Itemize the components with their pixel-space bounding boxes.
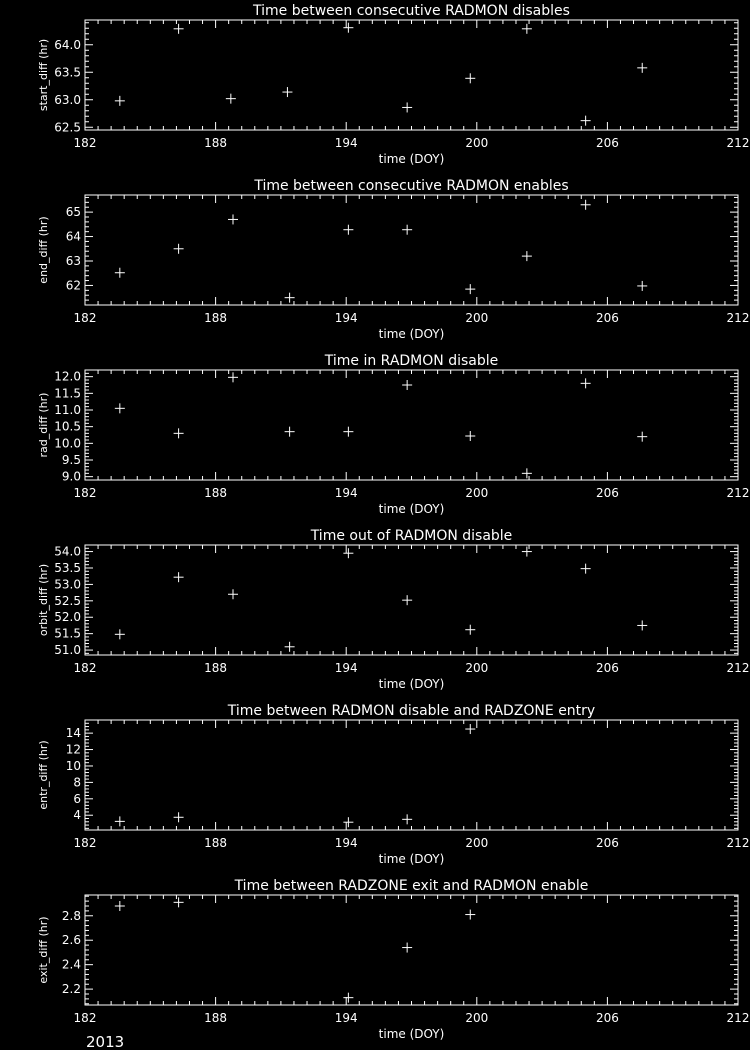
plot-frame xyxy=(85,195,738,305)
data-point xyxy=(581,200,591,210)
data-point xyxy=(343,23,353,33)
data-point xyxy=(115,403,125,413)
chart-title: Time between RADZONE exit and RADMON enable xyxy=(234,878,589,894)
data-point xyxy=(402,943,412,953)
data-point xyxy=(115,816,125,826)
x-tick-label: 206 xyxy=(595,136,619,150)
y-tick-label: 51.5 xyxy=(54,626,81,641)
chart-title: Time in RADMON disable xyxy=(324,353,499,369)
plot-frame xyxy=(85,895,738,1005)
x-tick-label: 182 xyxy=(73,311,97,325)
x-tick-label: 200 xyxy=(465,1011,489,1025)
x-tick-label: 188 xyxy=(204,136,228,150)
data-point xyxy=(402,225,412,235)
data-point xyxy=(115,96,125,106)
y-axis-label: start_diff (hr) xyxy=(37,38,50,112)
data-point xyxy=(581,378,591,388)
y-tick-label: 63.5 xyxy=(54,65,81,80)
data-point xyxy=(228,589,238,599)
x-tick-label: 182 xyxy=(73,1011,97,1025)
x-tick-label: 200 xyxy=(465,486,489,500)
x-tick-label: 212 xyxy=(726,836,750,850)
x-tick-label: 200 xyxy=(465,136,489,150)
y-tick-label: 65 xyxy=(65,205,81,220)
y-tick-label: 12.0 xyxy=(54,369,81,384)
y-tick-label: 53.0 xyxy=(54,577,81,592)
chart-title: Time between consecutive RADMON enables xyxy=(254,178,569,194)
data-point xyxy=(522,24,532,34)
x-tick-label: 200 xyxy=(465,661,489,675)
y-tick-label: 10 xyxy=(65,758,81,773)
x-tick-label: 200 xyxy=(465,311,489,325)
data-point xyxy=(343,225,353,235)
data-point xyxy=(402,380,412,390)
x-tick-label: 206 xyxy=(595,836,619,850)
y-axis-label: entr_diff (hr) xyxy=(37,740,50,810)
y-tick-label: 63 xyxy=(65,254,81,268)
x-tick-label: 200 xyxy=(465,836,489,850)
x-tick-label: 212 xyxy=(726,311,750,325)
x-tick-label: 188 xyxy=(204,486,228,500)
chart-panel-1 xyxy=(37,3,749,166)
chart-panel-4 xyxy=(37,528,749,691)
data-point xyxy=(522,547,532,557)
y-tick-label: 52.5 xyxy=(54,593,81,608)
data-point xyxy=(522,468,532,478)
x-axis-label: time (DOY) xyxy=(378,502,445,516)
data-point xyxy=(174,812,184,822)
y-tick-label: 52.0 xyxy=(54,610,81,625)
chart-panel-6 xyxy=(37,878,749,1041)
data-point xyxy=(285,293,295,303)
x-axis-label: time (DOY) xyxy=(378,852,445,866)
x-tick-label: 188 xyxy=(204,1011,228,1025)
x-tick-label: 182 xyxy=(73,486,97,500)
x-tick-label: 212 xyxy=(726,136,750,150)
y-tick-label: 4 xyxy=(73,808,81,823)
y-tick-label: 8 xyxy=(73,775,81,790)
y-tick-label: 2.4 xyxy=(61,957,81,972)
data-point xyxy=(465,625,475,635)
x-tick-label: 206 xyxy=(595,1011,619,1025)
x-tick-label: 206 xyxy=(595,486,619,500)
x-tick-label: 206 xyxy=(595,311,619,325)
data-point xyxy=(402,595,412,605)
x-tick-label: 188 xyxy=(204,311,228,325)
data-point xyxy=(174,24,184,34)
x-tick-label: 188 xyxy=(204,661,228,675)
y-tick-label: 6 xyxy=(73,791,81,806)
y-axis-label: orbit_diff (hr) xyxy=(37,563,50,637)
data-point xyxy=(465,431,475,441)
x-tick-label: 194 xyxy=(334,136,358,150)
data-point xyxy=(285,642,295,652)
x-axis-label: time (DOY) xyxy=(378,1027,445,1041)
plot-frame xyxy=(85,20,738,130)
y-axis-label: rad_diff (hr) xyxy=(37,392,50,458)
x-tick-label: 188 xyxy=(204,836,228,850)
y-tick-label: 11.0 xyxy=(54,403,81,417)
data-point xyxy=(522,251,532,261)
data-point xyxy=(174,428,184,438)
x-tick-label: 194 xyxy=(334,661,358,675)
data-point xyxy=(637,620,647,630)
x-axis-label: time (DOY) xyxy=(378,152,445,166)
year-label: 2013 xyxy=(86,1033,125,1050)
data-point xyxy=(174,572,184,582)
y-tick-label: 53.5 xyxy=(54,560,81,575)
data-point xyxy=(115,268,125,278)
data-point xyxy=(637,432,647,442)
y-tick-label: 11.5 xyxy=(54,386,81,401)
chart-title: Time out of RADMON disable xyxy=(310,528,513,544)
x-tick-label: 194 xyxy=(334,1011,358,1025)
y-tick-label: 51.0 xyxy=(54,643,81,658)
y-tick-label: 62.5 xyxy=(54,120,81,135)
data-point xyxy=(465,284,475,294)
data-point xyxy=(402,814,412,824)
x-tick-label: 206 xyxy=(595,661,619,675)
data-point xyxy=(174,244,184,254)
data-point xyxy=(228,372,238,382)
y-tick-label: 62 xyxy=(65,278,81,293)
y-tick-label: 2.2 xyxy=(61,982,81,997)
data-point xyxy=(285,427,295,437)
y-tick-label: 9.5 xyxy=(61,453,81,467)
data-point xyxy=(637,281,647,291)
x-tick-label: 182 xyxy=(73,836,97,850)
data-point xyxy=(343,427,353,437)
y-tick-label: 63.0 xyxy=(54,92,81,107)
y-tick-label: 12 xyxy=(65,742,81,757)
chart-title: Time between consecutive RADMON disables xyxy=(253,3,570,19)
data-point xyxy=(343,548,353,558)
plot-frame xyxy=(85,720,738,830)
chart-title: Time between RADMON disable and RADZONE entry xyxy=(227,703,596,719)
data-point xyxy=(465,73,475,83)
data-point xyxy=(465,724,475,734)
plot-frame xyxy=(85,370,738,480)
chart-panel-5 xyxy=(37,703,749,866)
x-tick-label: 182 xyxy=(73,661,97,675)
data-point xyxy=(115,901,125,911)
x-axis-label: time (DOY) xyxy=(378,677,445,691)
data-point xyxy=(174,897,184,907)
data-point xyxy=(581,116,591,126)
y-axis-label: exit_diff (hr) xyxy=(37,916,50,984)
x-tick-label: 212 xyxy=(726,486,750,500)
x-axis-label: time (DOY) xyxy=(378,327,445,341)
data-point xyxy=(343,817,353,827)
y-tick-label: 64.0 xyxy=(54,37,81,52)
x-tick-label: 194 xyxy=(334,311,358,325)
data-point xyxy=(115,629,125,639)
data-point xyxy=(465,910,475,920)
data-point xyxy=(228,214,238,224)
x-tick-label: 212 xyxy=(726,661,750,675)
x-tick-label: 212 xyxy=(726,1011,750,1025)
data-point xyxy=(226,94,236,104)
y-tick-label: 64 xyxy=(65,229,81,244)
data-point xyxy=(282,87,292,97)
chart-panel-3 xyxy=(37,353,749,516)
y-tick-label: 10.0 xyxy=(54,436,81,451)
data-point xyxy=(637,63,647,73)
x-tick-label: 182 xyxy=(73,136,97,150)
x-tick-label: 194 xyxy=(334,486,358,500)
y-axis-label: end_diff (hr) xyxy=(37,216,50,284)
y-tick-label: 54.0 xyxy=(54,544,81,559)
y-tick-label: 2.8 xyxy=(61,908,81,923)
chart-panel-2 xyxy=(37,178,749,341)
y-tick-label: 2.6 xyxy=(61,933,81,948)
y-tick-label: 9.0 xyxy=(61,469,81,484)
y-tick-label: 10.5 xyxy=(54,419,81,434)
data-point xyxy=(343,993,353,1003)
data-point xyxy=(402,102,412,112)
data-point xyxy=(581,564,591,574)
y-tick-label: 14 xyxy=(65,726,81,741)
x-tick-label: 194 xyxy=(334,836,358,850)
